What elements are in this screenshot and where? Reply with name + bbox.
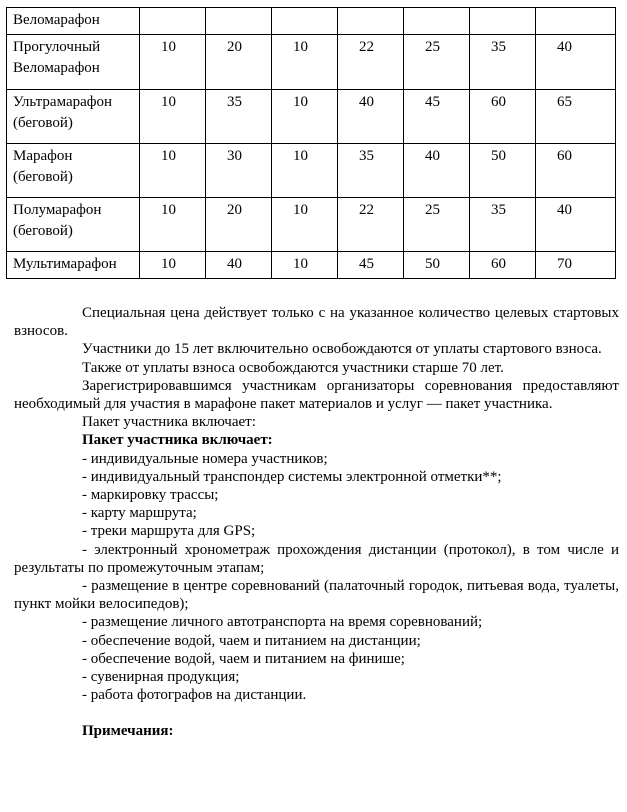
paragraph-package-includes: Пакет участника включает: — [82, 414, 256, 431]
table-cell-fee: 40 — [536, 35, 616, 90]
document-text — [14, 304, 619, 741]
paragraph-package-intro: Зарегистрировавшимся участникам организаторы соревнования предоставляют необходимый для участия в марафоне пакет материалов и услуг — пакет участника. — [14, 377, 619, 413]
package-item: - треки маршрута для GPS; — [82, 523, 256, 540]
table-cell-fee: 45 — [338, 252, 404, 279]
package-item: - размещение в центре соревнований (палаточный городок, питьевая вода, туалеты, пункт мойки велосипедов); — [14, 578, 619, 613]
package-item: - карту маршрута; — [82, 505, 197, 522]
table-cell-fee — [272, 8, 338, 35]
table-cell-event-name: Марафон (беговой) — [7, 144, 140, 198]
table-cell-fee: 35 — [338, 144, 404, 198]
table-cell-fee: 50 — [404, 252, 470, 279]
table-cell-event-name: Веломарафон — [7, 8, 140, 35]
table-cell-fee — [470, 8, 536, 35]
table-cell-fee: 35 — [206, 90, 272, 144]
package-heading: Пакет участника включает: — [82, 432, 273, 449]
table-cell-fee — [206, 8, 272, 35]
package-item: - размещение личного автотранспорта на время соревнований; — [82, 614, 483, 631]
table-cell-fee: 40 — [404, 144, 470, 198]
table-row — [7, 198, 616, 252]
table-cell-fee: 10 — [140, 144, 206, 198]
table-cell-fee: 60 — [470, 252, 536, 279]
table-cell-event-name: Мультимарафон — [7, 252, 140, 279]
table-cell-event-name: Ультрамарафон (беговой) — [7, 90, 140, 144]
table-row — [7, 35, 616, 90]
package-item: - обеспечение водой, чаем и питанием на финише; — [82, 650, 405, 667]
table-cell-fee — [140, 8, 206, 35]
table-cell-fee — [536, 8, 616, 35]
table-cell-fee: 10 — [272, 35, 338, 90]
table-row — [7, 252, 616, 279]
table-cell-fee: 22 — [338, 198, 404, 252]
table-cell-fee — [404, 8, 470, 35]
table-cell-fee: 10 — [140, 252, 206, 279]
package-item: - индивидуальный транспондер системы электронной отметки**; — [82, 468, 502, 485]
package-item: - индивидуальные номера участников; — [82, 450, 328, 467]
package-item: - работа фотографов на дистанции. — [82, 687, 307, 704]
paragraph-special-price: Специальная цена действует только с на указанное количество целевых стартовых взносов. — [14, 305, 619, 340]
table-cell-fee: 20 — [206, 35, 272, 90]
table-cell-fee: 35 — [470, 35, 536, 90]
table-cell-fee: 25 — [404, 198, 470, 252]
table-row — [7, 144, 616, 198]
table-cell-fee: 20 — [206, 198, 272, 252]
table-cell-fee: 60 — [470, 90, 536, 144]
table-cell-fee: 10 — [272, 252, 338, 279]
table-cell-fee: 10 — [140, 35, 206, 90]
table-cell-fee: 70 — [536, 252, 616, 279]
table-cell-fee: 25 — [404, 35, 470, 90]
table-row — [7, 8, 616, 35]
package-item: - маркировку трассы; — [82, 487, 219, 504]
table-cell-fee: 50 — [470, 144, 536, 198]
table-cell-fee: 35 — [470, 198, 536, 252]
package-item: - обеспечение водой, чаем и питанием на дистанции; — [82, 632, 421, 649]
package-item: - сувенирная продукция; — [82, 669, 240, 686]
notes-heading: Примечания: — [82, 723, 174, 740]
fee-table — [6, 7, 616, 279]
package-item: - электронный хронометраж прохождения дистанции (протокол), в том числе и результаты по промежуточным этапам; — [14, 541, 619, 576]
table-cell-fee: 40 — [206, 252, 272, 279]
table-cell-fee: 10 — [140, 198, 206, 252]
table-cell-fee: 10 — [272, 144, 338, 198]
table-cell-fee: 45 — [404, 90, 470, 144]
table-cell-fee: 10 — [272, 90, 338, 144]
table-cell-fee: 10 — [272, 198, 338, 252]
paragraph-under-15: Участники до 15 лет включительно освобождаются от уплаты стартового взноса. — [82, 341, 602, 358]
table-row — [7, 90, 616, 144]
table-cell-event-name: Прогулочный Веломарафон — [7, 35, 140, 90]
table-cell-fee: 40 — [338, 90, 404, 144]
table-cell-fee: 30 — [206, 144, 272, 198]
table-cell-fee: 60 — [536, 144, 616, 198]
spacer — [14, 704, 619, 722]
table-cell-event-name: Полумарафон (беговой) — [7, 198, 140, 252]
table-cell-fee: 40 — [536, 198, 616, 252]
table-cell-fee — [338, 8, 404, 35]
table-cell-fee: 65 — [536, 90, 616, 144]
paragraph-over-70: Также от уплаты взноса освобождаются участники старше 70 лет. — [82, 359, 504, 376]
table-cell-fee: 22 — [338, 35, 404, 90]
table-cell-fee: 10 — [140, 90, 206, 144]
